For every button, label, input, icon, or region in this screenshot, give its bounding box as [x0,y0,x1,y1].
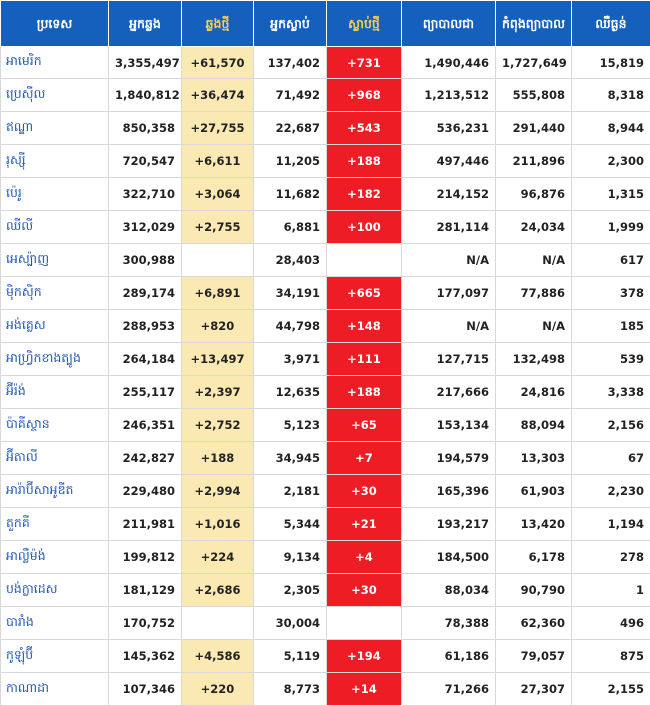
table-row [1,47,650,79]
new-cases-cell: +6,891 [182,277,254,310]
active-cell: N/A [496,310,572,343]
new-deaths-cell: +7 [327,442,402,475]
new-deaths-cell: +111 [327,343,402,376]
country-cell[interactable]: រុស្ស៊ី [1,145,109,178]
critical-cell: 278 [572,541,650,574]
total-cases-cell: 322,710 [109,178,182,211]
active-cell: 79,057 [496,640,572,673]
recovered-cell: 78,388 [402,607,496,640]
recovered-cell: 184,500 [402,541,496,574]
critical-cell: 539 [572,343,650,376]
deaths-cell: 5,123 [254,409,327,442]
critical-cell: 67 [572,442,650,475]
critical-cell: 1,999 [572,211,650,244]
new-cases-cell: +4,586 [182,640,254,673]
deaths-cell: 11,682 [254,178,327,211]
active-cell: N/A [496,244,572,277]
recovered-cell: N/A [402,244,496,277]
country-cell[interactable]: អាល្លឺម៉ង់ [1,541,109,574]
total-cases-cell: 288,953 [109,310,182,343]
deaths-cell: 71,492 [254,79,327,112]
header-country: ប្រទេស [1,1,109,47]
total-cases-cell: 107,346 [109,673,182,706]
total-cases-cell: 264,184 [109,343,182,376]
critical-cell: 2,156 [572,409,650,442]
active-cell: 132,498 [496,343,572,376]
critical-cell: 378 [572,277,650,310]
table-row [1,442,650,475]
country-cell[interactable]: ប្រេស៊ីល [1,79,109,112]
header-total-cases: អ្នកឆ្លង [109,1,182,47]
new-cases-cell: +1,016 [182,508,254,541]
deaths-cell: 34,191 [254,277,327,310]
recovered-cell: 217,666 [402,376,496,409]
active-cell: 24,034 [496,211,572,244]
recovered-cell: 153,134 [402,409,496,442]
deaths-cell: 6,881 [254,211,327,244]
new-cases-cell: +27,755 [182,112,254,145]
new-deaths-cell: +30 [327,574,402,607]
active-cell: 77,886 [496,277,572,310]
active-cell: 13,303 [496,442,572,475]
recovered-cell: 1,213,512 [402,79,496,112]
country-cell[interactable]: ឥណ្ឌា [1,112,109,145]
table-row [1,79,650,112]
new-deaths-cell: +194 [327,640,402,673]
new-deaths-cell: +665 [327,277,402,310]
new-cases-cell: +2,686 [182,574,254,607]
critical-cell: 1 [572,574,650,607]
deaths-cell: 2,305 [254,574,327,607]
total-cases-cell: 181,129 [109,574,182,607]
total-cases-cell: 211,981 [109,508,182,541]
critical-cell: 8,944 [572,112,650,145]
new-cases-cell: +224 [182,541,254,574]
header-recovered: ព្យាបាលជា [402,1,496,47]
deaths-cell: 137,402 [254,47,327,79]
country-cell[interactable]: កូឡុំប៊ី [1,640,109,673]
country-cell[interactable]: អេស្ប៉ាញ [1,244,109,277]
new-deaths-cell [327,244,402,277]
country-cell[interactable]: អាហ្វ្រិកខាងត្បូង [1,343,109,376]
new-cases-cell: +6,611 [182,145,254,178]
new-cases-cell: +2,397 [182,376,254,409]
deaths-cell: 44,798 [254,310,327,343]
critical-cell: 185 [572,310,650,343]
country-cell[interactable]: ឈីលី [1,211,109,244]
new-deaths-cell: +731 [327,47,402,79]
country-cell[interactable]: ប៉េរូ [1,178,109,211]
country-cell[interactable]: កាណាដា [1,673,109,706]
table-body [1,47,650,706]
new-cases-cell: +13,497 [182,343,254,376]
critical-cell: 1,194 [572,508,650,541]
critical-cell: 496 [572,607,650,640]
active-cell: 96,876 [496,178,572,211]
total-cases-cell: 246,351 [109,409,182,442]
country-cell[interactable]: ម៉ិកស៊ិក [1,277,109,310]
new-deaths-cell [327,607,402,640]
total-cases-cell: 850,358 [109,112,182,145]
active-cell: 13,420 [496,508,572,541]
recovered-cell: N/A [402,310,496,343]
new-deaths-cell: +543 [327,112,402,145]
table-row [1,409,650,442]
new-cases-cell: +2,755 [182,211,254,244]
header-active: កំពុងព្យាបាល [496,1,572,47]
table-row [1,673,650,706]
critical-cell: 2,300 [572,145,650,178]
new-deaths-cell: +968 [327,79,402,112]
table-row [1,244,650,277]
country-cell[interactable]: អ៊ីរ៉ង់ [1,376,109,409]
new-cases-cell: +220 [182,673,254,706]
new-cases-cell: +61,570 [182,47,254,79]
critical-cell: 617 [572,244,650,277]
recovered-cell: 281,114 [402,211,496,244]
new-deaths-cell: +21 [327,508,402,541]
recovered-cell: 177,097 [402,277,496,310]
table-row [1,310,650,343]
new-deaths-cell: +188 [327,145,402,178]
new-cases-cell: +2,994 [182,475,254,508]
country-cell[interactable]: អារ៉ាប៊ីសាអូឌីត [1,475,109,508]
active-cell: 90,790 [496,574,572,607]
total-cases-cell: 300,988 [109,244,182,277]
active-cell: 62,360 [496,607,572,640]
country-cell[interactable]: អង់គ្លេស [1,310,109,343]
recovered-cell: 536,231 [402,112,496,145]
recovered-cell: 165,396 [402,475,496,508]
table-row [1,145,650,178]
active-cell: 291,440 [496,112,572,145]
country-cell[interactable]: អ៊ីតាលី [1,442,109,475]
table-row [1,211,650,244]
recovered-cell: 194,579 [402,442,496,475]
recovered-cell: 61,186 [402,640,496,673]
new-deaths-cell: +30 [327,475,402,508]
new-deaths-cell: +188 [327,376,402,409]
new-deaths-cell: +182 [327,178,402,211]
critical-cell: 3,338 [572,376,650,409]
active-cell: 6,178 [496,541,572,574]
new-deaths-cell: +65 [327,409,402,442]
active-cell: 88,094 [496,409,572,442]
header-critical: ឈឺធ្ងន់ [572,1,650,47]
table-row [1,277,650,310]
deaths-cell: 30,004 [254,607,327,640]
recovered-cell: 71,266 [402,673,496,706]
deaths-cell: 5,119 [254,640,327,673]
table-row [1,574,650,607]
active-cell: 555,808 [496,79,572,112]
deaths-cell: 11,205 [254,145,327,178]
table-row [1,112,650,145]
deaths-cell: 34,945 [254,442,327,475]
country-cell[interactable]: អាមេរិក [1,47,109,79]
deaths-cell: 22,687 [254,112,327,145]
deaths-cell: 28,403 [254,244,327,277]
country-cell[interactable]: តួកគី [1,508,109,541]
critical-cell: 875 [572,640,650,673]
total-cases-cell: 312,029 [109,211,182,244]
new-cases-cell: +820 [182,310,254,343]
total-cases-cell: 199,812 [109,541,182,574]
table-row [1,508,650,541]
new-cases-cell: +36,474 [182,79,254,112]
total-cases-cell: 1,840,812 [109,79,182,112]
active-cell: 24,816 [496,376,572,409]
deaths-cell: 12,635 [254,376,327,409]
table-row [1,475,650,508]
deaths-cell: 9,134 [254,541,327,574]
critical-cell: 1,315 [572,178,650,211]
country-cell[interactable]: ប៉ាគីស្ថាន [1,409,109,442]
recovered-cell: 214,152 [402,178,496,211]
recovered-cell: 88,034 [402,574,496,607]
active-cell: 1,727,649 [496,47,572,79]
recovered-cell: 1,490,446 [402,47,496,79]
new-deaths-cell: +14 [327,673,402,706]
active-cell: 211,896 [496,145,572,178]
critical-cell: 2,230 [572,475,650,508]
total-cases-cell: 145,362 [109,640,182,673]
deaths-cell: 8,773 [254,673,327,706]
new-cases-cell: +188 [182,442,254,475]
recovered-cell: 193,217 [402,508,496,541]
table-row [1,343,650,376]
new-cases-cell: +3,064 [182,178,254,211]
table-row [1,607,650,640]
deaths-cell: 5,344 [254,508,327,541]
new-deaths-cell: +100 [327,211,402,244]
critical-cell: 15,819 [572,47,650,79]
country-cell[interactable]: បារាំង [1,607,109,640]
total-cases-cell: 242,827 [109,442,182,475]
table-row [1,640,650,673]
table-row [1,541,650,574]
header-row [1,1,650,47]
recovered-cell: 127,715 [402,343,496,376]
deaths-cell: 3,971 [254,343,327,376]
header-new-deaths: ស្លាប់ថ្មី [327,1,402,47]
critical-cell: 2,155 [572,673,650,706]
new-cases-cell: +2,752 [182,409,254,442]
total-cases-cell: 3,355,497 [109,47,182,79]
deaths-cell: 2,181 [254,475,327,508]
new-cases-cell [182,244,254,277]
table-row [1,178,650,211]
country-cell[interactable]: បង់ក្លាដេស [1,574,109,607]
total-cases-cell: 170,752 [109,607,182,640]
new-cases-cell [182,607,254,640]
active-cell: 27,307 [496,673,572,706]
total-cases-cell: 720,547 [109,145,182,178]
header-deaths: អ្នកស្លាប់ [254,1,327,47]
new-deaths-cell: +148 [327,310,402,343]
new-deaths-cell: +4 [327,541,402,574]
total-cases-cell: 255,117 [109,376,182,409]
total-cases-cell: 289,174 [109,277,182,310]
header-new-cases: ឆ្លងថ្មី [182,1,254,47]
recovered-cell: 497,446 [402,145,496,178]
active-cell: 61,903 [496,475,572,508]
table-row [1,376,650,409]
total-cases-cell: 229,480 [109,475,182,508]
critical-cell: 8,318 [572,79,650,112]
